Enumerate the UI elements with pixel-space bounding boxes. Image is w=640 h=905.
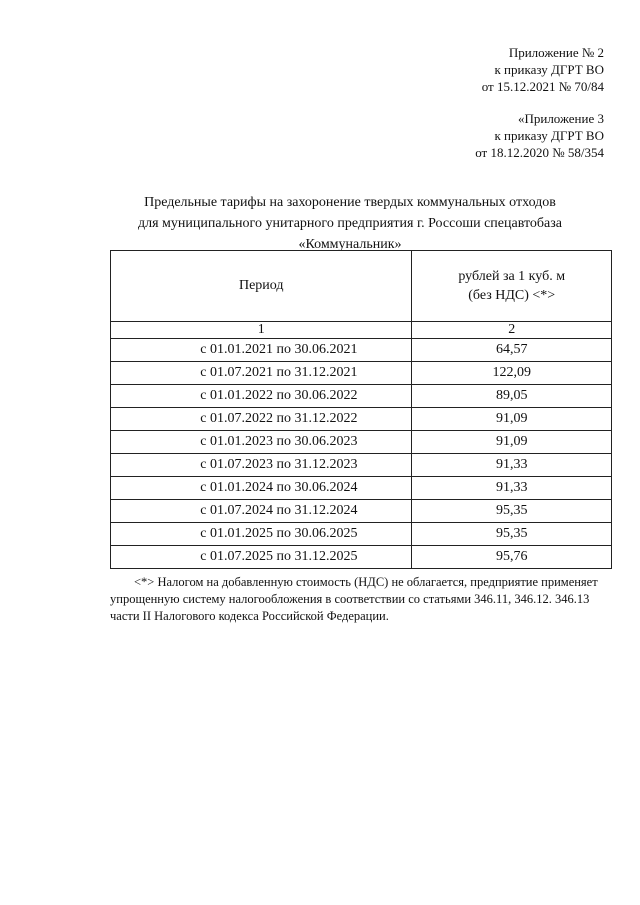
prev-appendix-order-ref: к приказу ДГРТ ВО <box>494 128 604 143</box>
period-cell: с 01.07.2021 по 31.12.2021 <box>111 362 412 385</box>
column-number-row <box>111 322 612 339</box>
price-cell: 91,33 <box>412 477 612 500</box>
table-row <box>111 523 612 546</box>
price-cell: 91,09 <box>412 431 612 454</box>
column-number-2: 2 <box>412 322 612 339</box>
table-row <box>111 362 612 385</box>
period-cell: с 01.01.2024 по 30.06.2024 <box>111 477 412 500</box>
price-cell: 122,09 <box>412 362 612 385</box>
appendix-current-header <box>482 44 604 95</box>
period-cell: с 01.01.2023 по 30.06.2023 <box>111 431 412 454</box>
header-price-line-1: рублей за 1 куб. м <box>458 269 566 284</box>
appendix-order-date: от 15.12.2021 № 70/84 <box>481 79 604 94</box>
price-cell: 95,35 <box>412 500 612 523</box>
table-header-row <box>111 251 612 322</box>
price-cell: 95,76 <box>412 546 612 569</box>
header-price-line-2: (без НДС) <*> <box>468 288 556 303</box>
document-title <box>100 192 600 255</box>
period-cell: с 01.07.2025 по 31.12.2025 <box>111 546 412 569</box>
table-row <box>111 546 612 569</box>
table-row <box>111 385 612 408</box>
price-cell: 91,09 <box>412 408 612 431</box>
vat-footnote: <*> Налогом на добавленную стоимость (НДС) не облагается, предприятие применяет упрощенную систему налогообложения в соответствии со статьями 346.11, 346.12. 346.13 части II Налогового кодекса Российской Федерации. <box>110 575 598 623</box>
prev-appendix-number: «Приложение 3 <box>517 111 604 126</box>
table-row <box>111 477 612 500</box>
price-cell: 64,57 <box>412 339 612 362</box>
period-cell: с 01.07.2024 по 31.12.2024 <box>111 500 412 523</box>
title-line-3: «Коммунальник» <box>298 237 402 252</box>
appendix-number: Приложение № 2 <box>508 45 604 60</box>
period-cell: с 01.01.2021 по 30.06.2021 <box>111 339 412 362</box>
header-price <box>412 251 612 322</box>
price-cell: 89,05 <box>412 385 612 408</box>
table-row <box>111 431 612 454</box>
table-row <box>111 500 612 523</box>
period-cell: с 01.01.2022 по 30.06.2022 <box>111 385 412 408</box>
title-line-1: Предельные тарифы на захоронение твердых коммунальных отходов <box>144 195 556 210</box>
table-row <box>111 454 612 477</box>
header-period: Период <box>111 251 412 322</box>
price-cell: 95,35 <box>412 523 612 546</box>
title-line-2: для муниципального унитарного предприятия г. Россоши спецавтобаза <box>137 216 562 231</box>
prev-appendix-order-date: от 18.12.2020 № 58/354 <box>475 145 604 160</box>
price-cell: 91,33 <box>412 454 612 477</box>
period-cell: с 01.07.2022 по 31.12.2022 <box>111 408 412 431</box>
table-row <box>111 339 612 362</box>
appendix-previous-header <box>475 110 604 161</box>
period-cell: с 01.01.2025 по 30.06.2025 <box>111 523 412 546</box>
tariffs-table <box>110 250 612 569</box>
appendix-order-ref: к приказу ДГРТ ВО <box>494 62 604 77</box>
table-row <box>111 408 612 431</box>
column-number-1: 1 <box>111 322 412 339</box>
period-cell: с 01.07.2023 по 31.12.2023 <box>111 454 412 477</box>
